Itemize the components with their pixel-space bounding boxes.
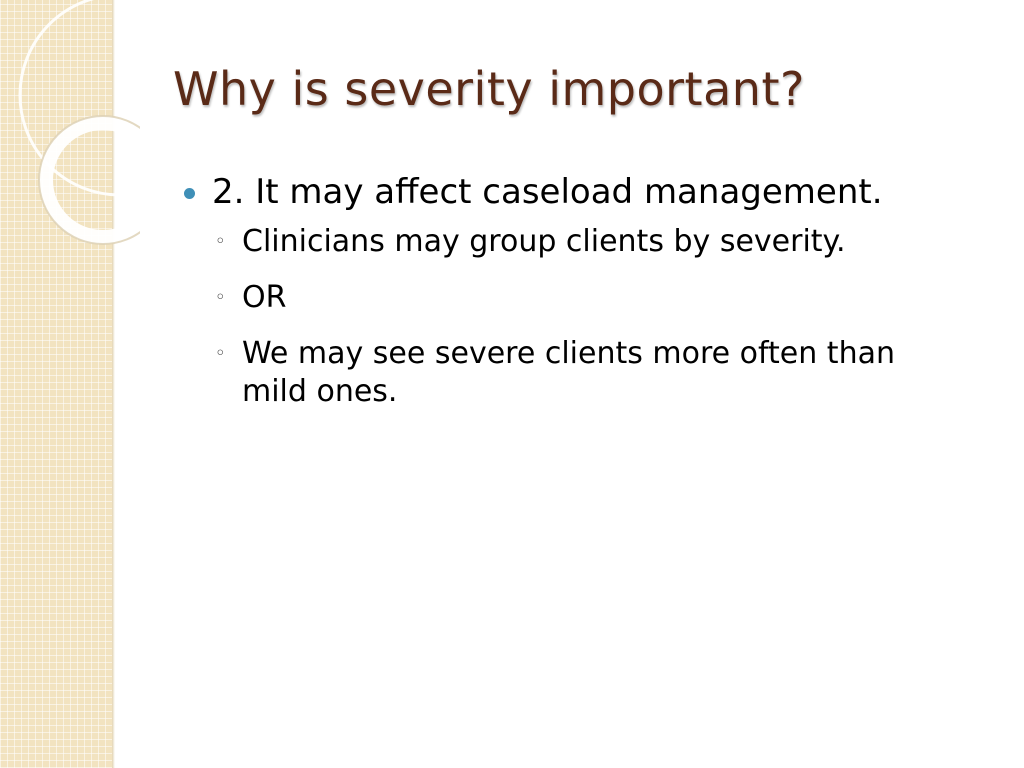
sub-bullet-text: We may see severe clients more often than mild ones. [242, 335, 895, 410]
sub-bullet-marker: ◦ [215, 342, 226, 364]
thick-ring [46, 123, 140, 237]
slide-body [184, 172, 964, 429]
sub-bullet-item [215, 335, 942, 411]
sub-bullet-item [215, 223, 942, 261]
sub-bullet-text: OR [242, 279, 287, 315]
large-ring [20, 0, 140, 195]
sub-bullet-text: Clinicians may group clients by severity. [242, 223, 846, 259]
bullet-item [184, 172, 964, 213]
sub-bullet-marker: ◦ [215, 286, 226, 308]
thick-ring-outline [39, 116, 140, 244]
decorative-rings [0, 0, 140, 260]
sub-bullet-list [184, 223, 964, 411]
slide-title: Why is severity important? [173, 62, 805, 116]
bullet-text: 2. It may affect caseload management. [212, 172, 883, 212]
bullet-dot [184, 188, 195, 199]
sub-bullet-marker: ◦ [215, 230, 226, 252]
sub-bullet-item [215, 279, 942, 317]
